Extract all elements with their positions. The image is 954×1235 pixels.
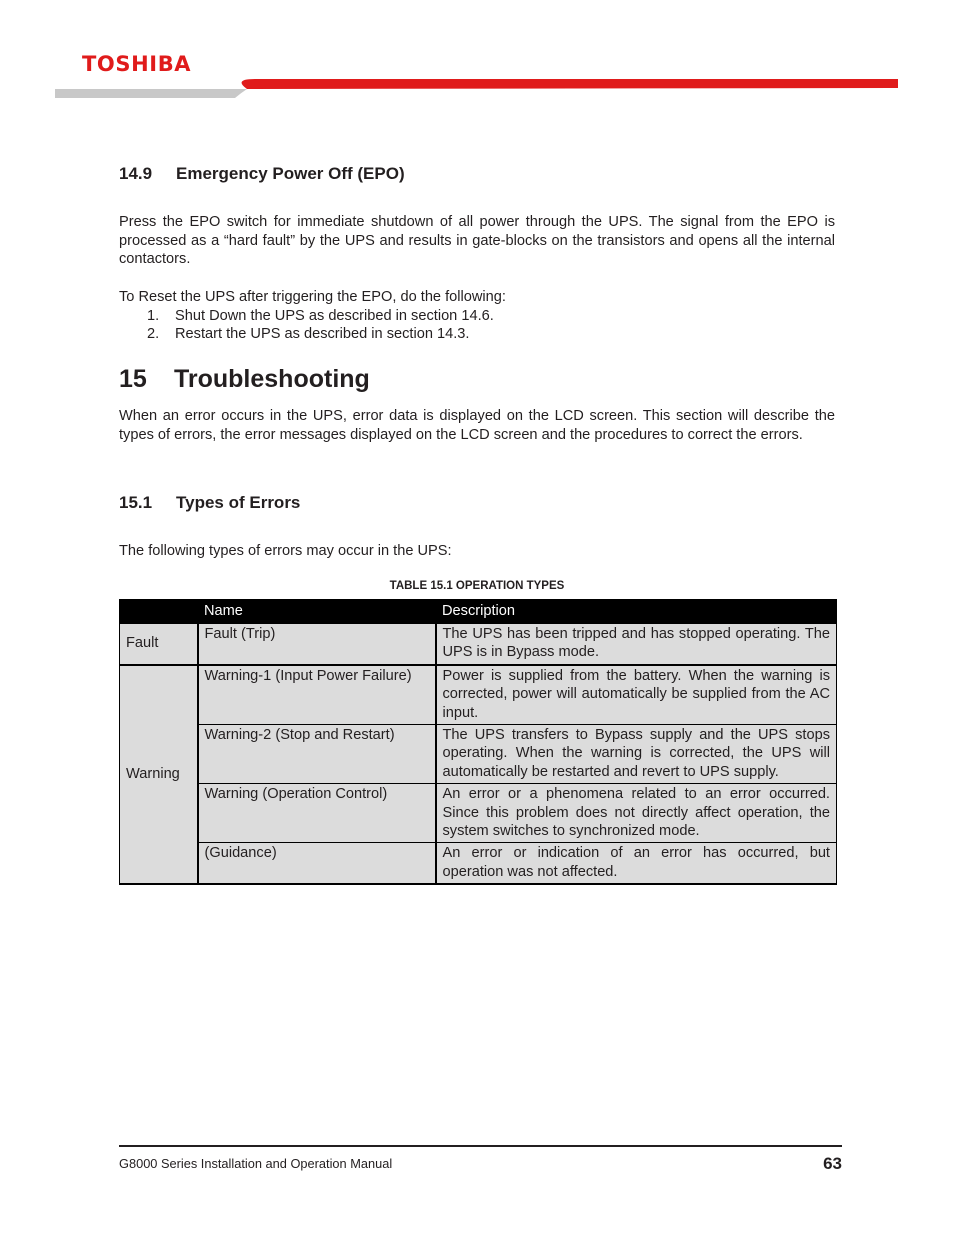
name-cell: Warning (Operation Control) — [198, 784, 436, 843]
section-title: Types of Errors — [176, 493, 301, 512]
section-15-1-heading — [119, 493, 300, 513]
chapter-number: 15 — [119, 365, 147, 393]
table-caption: TABLE 15.1 OPERATION TYPES — [389, 580, 565, 592]
reset-intro: To Reset the UPS after triggering the EPO, do the following: — [119, 289, 506, 305]
section-title: Emergency Power Off (EPO) — [176, 164, 405, 183]
list-item — [147, 325, 469, 344]
operation-types-table — [119, 599, 837, 885]
table-row — [120, 624, 837, 665]
toshiba-logo: TOSHIBA — [82, 52, 192, 76]
header-category — [120, 600, 198, 624]
description-cell: Power is supplied from the battery. When the warning is corrected, power will automatically be supplied from the AC input. — [436, 665, 837, 725]
epo-paragraph: Press the EPO switch for immediate shutdown of all power through the UPS. The signal from the EPO is processed as a “hard fault” by the UPS and results in gate-blocks on the transistors and opens all the internal contactors. — [119, 214, 835, 268]
list-text: Shut Down the UPS as described in section 14.6. — [175, 308, 494, 324]
table-header-row — [120, 600, 837, 624]
description-cell: The UPS transfers to Bypass supply and the UPS stops operating. When the warning is corrected, the UPS will automatically be restarted and revert to UPS supply. — [436, 725, 837, 784]
chapter-15-heading — [119, 365, 370, 394]
description-cell: An error or a phenomena related to an error occurred. Since this problem does not directly affect operation, the system switches to synchronized mode. — [436, 784, 837, 843]
header-gray-band — [55, 89, 247, 98]
table-row — [120, 784, 837, 843]
list-item — [147, 307, 494, 326]
list-number: 1. — [147, 308, 160, 324]
description-cell: The UPS has been tripped and has stopped operating. The UPS is in Bypass mode. — [436, 624, 837, 665]
chapter-title: Troubleshooting — [174, 365, 370, 393]
header-swoosh-bar — [55, 76, 898, 98]
name-cell: (Guidance) — [198, 843, 436, 884]
table-row — [120, 843, 837, 884]
table-row — [120, 725, 837, 784]
description-cell: An error or indication of an error has occurred, but operation was not affected. — [436, 843, 837, 884]
footer-manual-title: G8000 Series Installation and Operation Manual — [119, 1156, 393, 1171]
table-row — [120, 665, 837, 725]
section-number: 14.9 — [119, 164, 153, 183]
name-cell: Warning-1 (Input Power Failure) — [198, 665, 436, 725]
category-cell-fault: Fault — [120, 624, 198, 665]
list-text: Restart the UPS as described in section 14.3. — [175, 326, 470, 342]
name-cell: Warning-2 (Stop and Restart) — [198, 725, 436, 784]
list-number: 2. — [147, 326, 160, 342]
name-cell: Fault (Trip) — [198, 624, 436, 665]
troubleshooting-paragraph: When an error occurs in the UPS, error data is displayed on the LCD screen. This section will describe the types of errors, the error messages displayed on the LCD screen and the procedures to correct the errors. — [119, 408, 835, 443]
section-number: 15.1 — [119, 493, 153, 512]
category-cell-warning: Warning — [120, 665, 198, 884]
types-intro: The following types of errors may occur in the UPS: — [119, 543, 452, 559]
header-name: Name — [198, 600, 436, 624]
header-description: Description — [436, 600, 837, 624]
page-number: 63 — [823, 1154, 842, 1173]
header-red-band — [242, 79, 898, 89]
section-14-9-heading — [119, 164, 405, 184]
footer-rule — [119, 1145, 842, 1147]
